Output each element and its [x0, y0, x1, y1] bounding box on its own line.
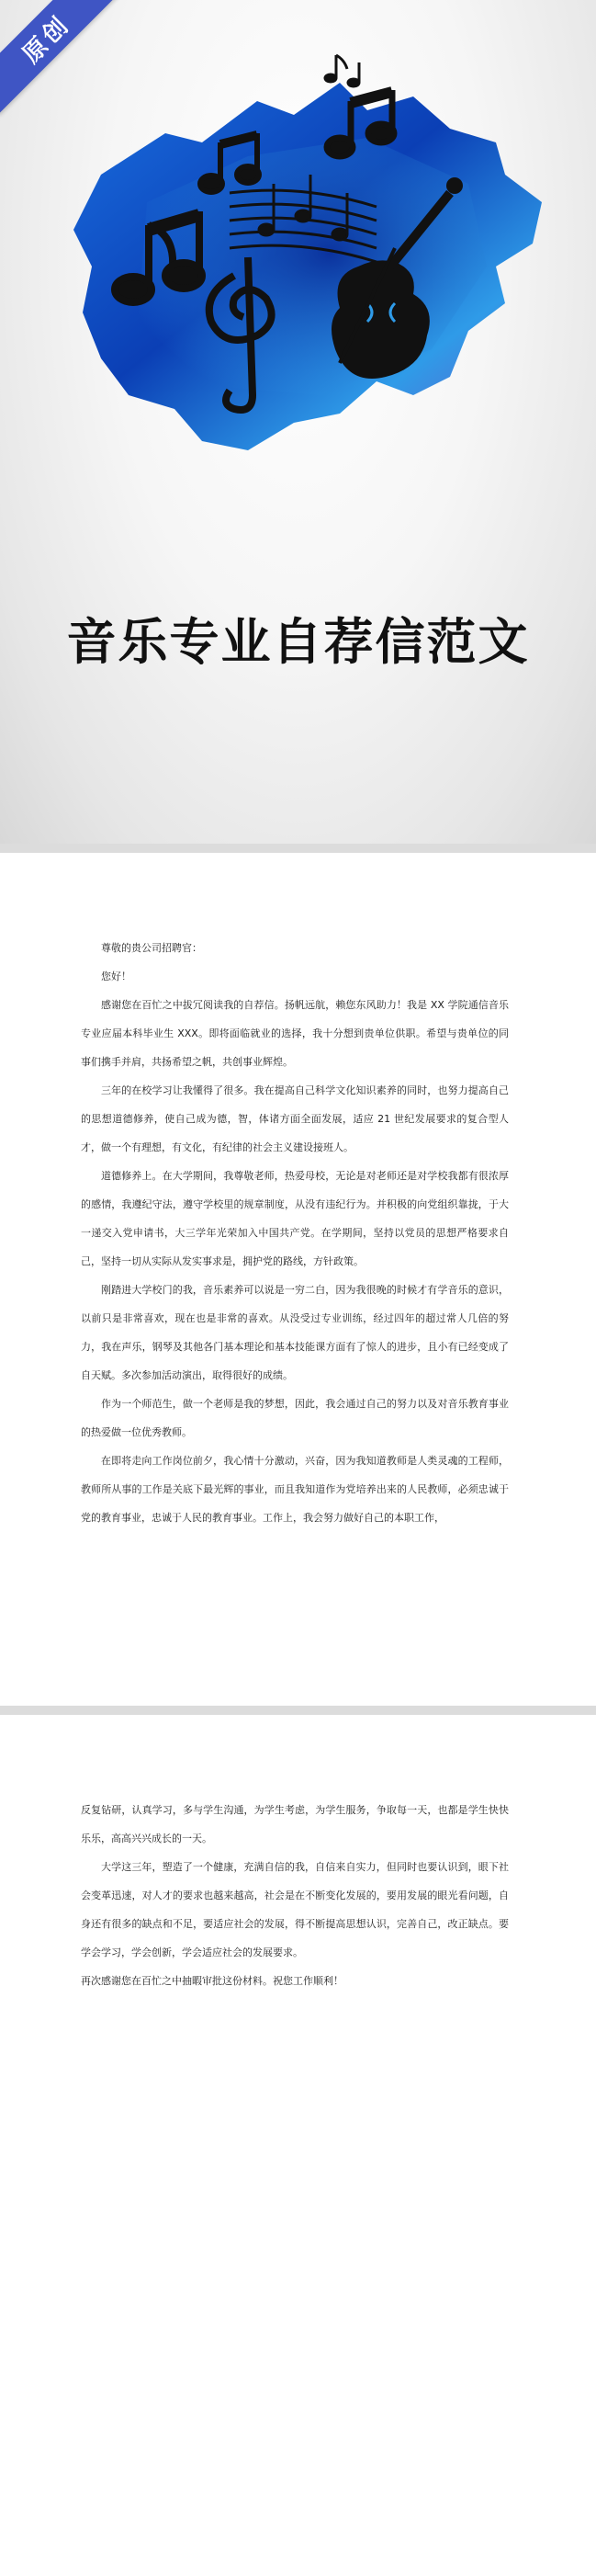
paragraph: 三年的在校学习让我懂得了很多。我在提高自己科学文化知识素养的同时，也努力提高自己的思想道德修养，使自己成为德，智，体诸方面全面发展，适应 21 世纪发展要求的复合型人才，做一个有理想，有文化，有纪律的社会主义建设接班人。	[81, 1084, 509, 1153]
document-page-1	[0, 853, 596, 1706]
cover-page	[0, 0, 596, 844]
music-watercolor-illustration	[64, 46, 560, 469]
paragraph: 反复钻研，认真学习，多与学生沟通，为学生考虑，为学生服务，争取每一天，也都是学生快快乐乐，高高兴兴成长的一天。	[81, 1804, 509, 1844]
paragraph: 在即将走向工作岗位前夕，我心情十分激动，兴奋，因为我知道教师是人类灵魂的工程师，教师所从事的工作是关底下最光辉的事业，而且我知道作为党培养出来的人民教师，必须忠诚于党的教育事业，忠诚于人民的教育事业。工作上，我会努力做好自己的本职工作，	[81, 1455, 509, 1524]
paragraph: 作为一个师范生，做一个老师是我的梦想，因此，我会通过自己的努力以及对音乐教育事业的热爱做一位优秀教师。	[81, 1398, 509, 1438]
paragraph: 刚踏进大学校门的我，音乐素养可以说是一穷二白，因为我很晚的时候才有学音乐的意识，以前只是非常喜欢，现在也是非常的喜欢。从没受过专业训练，经过四年的超过常人几倍的努力，我在声乐，钢琴及其他各门基本理论和基本技能课方面有了惊人的进步，且小有已经变成了自天赋。多次参加活动演出，取得很好的成绩。	[81, 1284, 509, 1381]
paragraph: 大学这三年，塑造了一个健康，充满自信的我，自信来自实力，但同时也要认识到，眼下社会变革迅速，对人才的要求也越来越高，社会是在不断变化发展的，要用发展的眼光看问题，自身还有很多的缺点和不足，要适应社会的发展，得不断提高思想认识，完善自己，改正缺点。要学会学习，学会创新，学会适应社会的发展要求。	[81, 1861, 509, 1958]
cover-title: 音乐专业自荐信范文	[66, 613, 530, 671]
original-badge-label: 原创	[17, 9, 76, 69]
letter-body-page-2	[81, 1796, 509, 1995]
letter-salutation: 尊敬的贵公司招聘官：	[101, 942, 202, 954]
document-page-2	[0, 1715, 596, 2576]
paragraph: 感谢您在百忙之中拔冗阅读我的自荐信。扬帆远航，赖您东风助力！我是 XX 学院通信音乐专业应届本科毕业生 XXX。即将面临就业的选择，我十分想到贵单位供职。希望与贵单位的同事们携手并肩，共扬希望之帆，共创事业辉煌。	[81, 999, 509, 1068]
music-note-icon	[325, 55, 359, 86]
paragraph: 道德修养上。在大学期间，我尊敬老师，热爱母校，无论是对老师还是对学校我都有很浓厚的感情，我遵纪守法，遵守学校里的规章制度，从没有违纪行为。并积极的向党组织靠拢，于大一递交入党申请书，大三学年光荣加入中国共产党。在学期间，坚持以党员的思想严格要求自己，坚持一切从实际从发实事求是，拥护党的路线，方针政策。	[81, 1170, 509, 1267]
letter-closing: 再次感谢您在百忙之中抽暇审批这份材料。祝您工作顺利！	[81, 1975, 343, 1987]
letter-body-page-1	[81, 934, 509, 1532]
letter-greeting: 您好！	[101, 970, 131, 982]
